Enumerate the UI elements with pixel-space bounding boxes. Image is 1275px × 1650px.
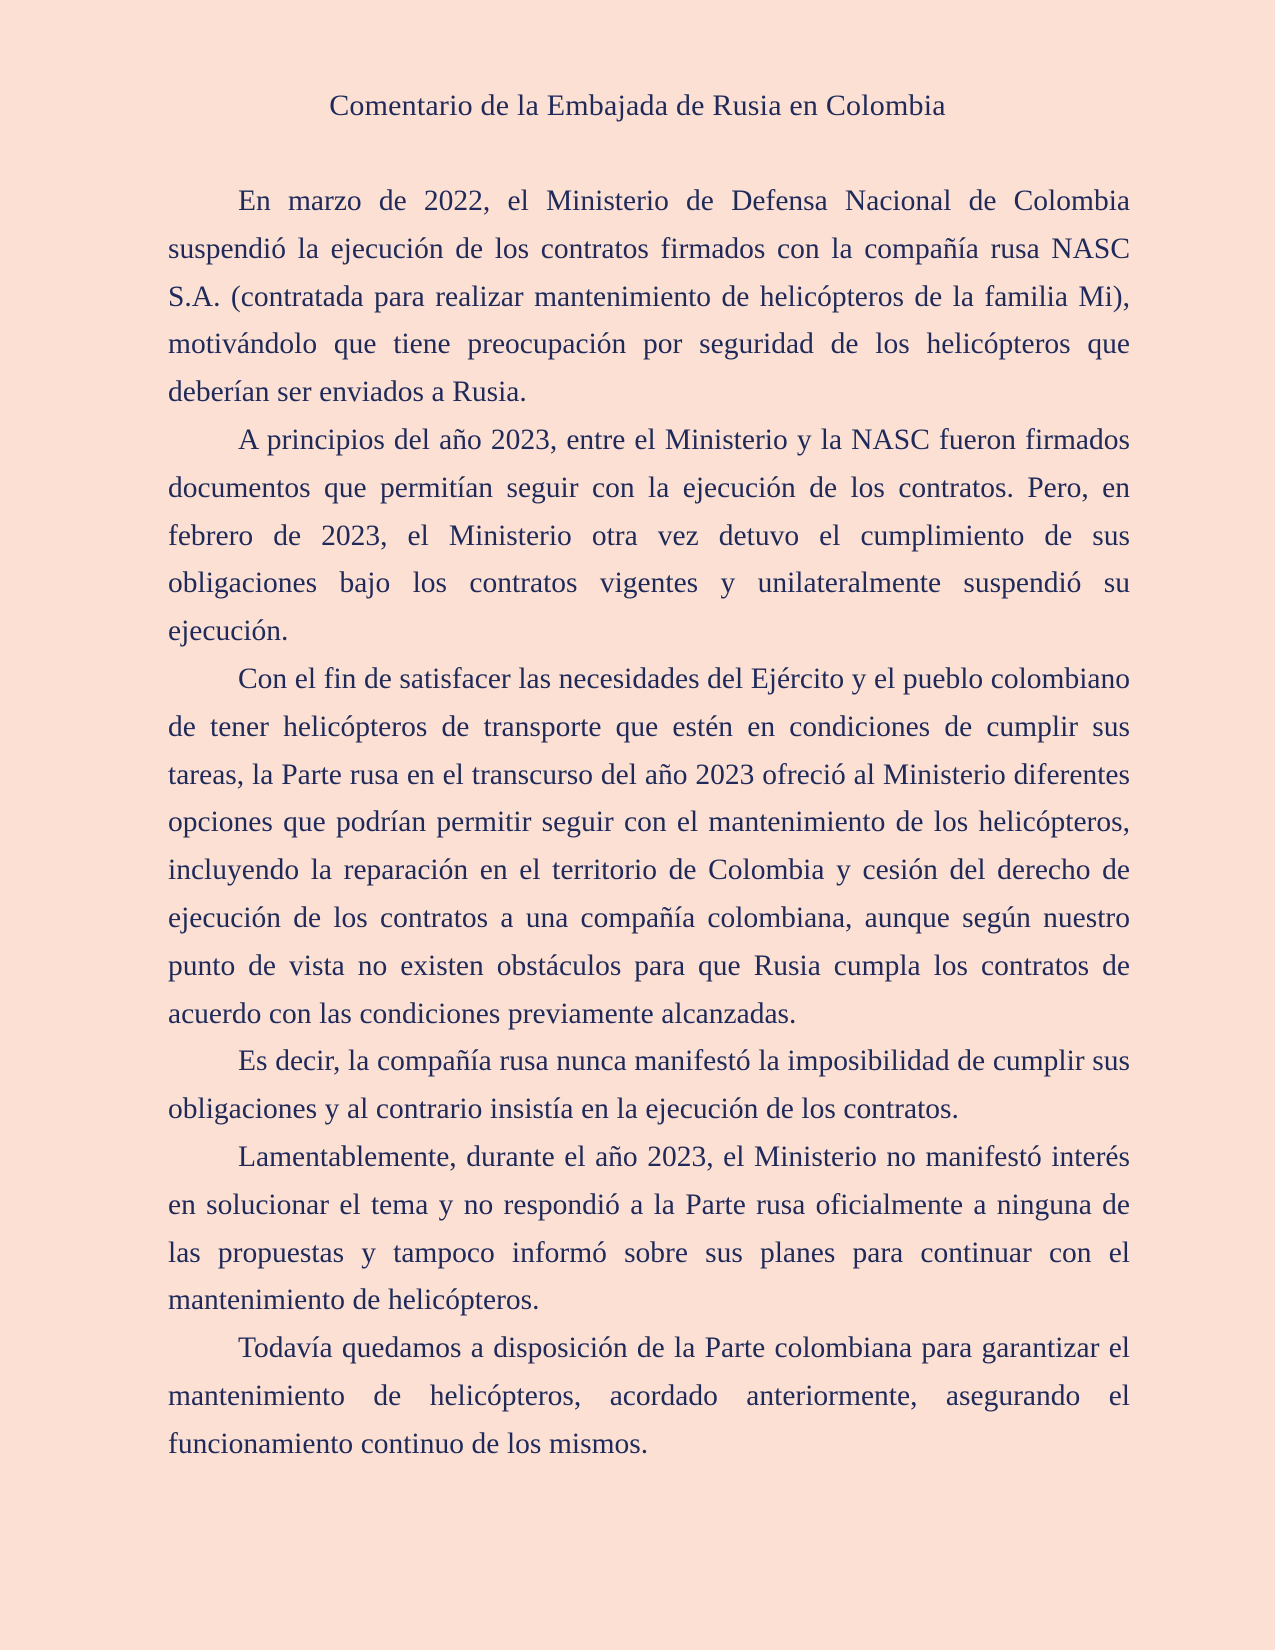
paragraph-5: Lamentablemente, durante el año 2023, el Ministerio no manifestó interés en solucionar el tema y no respondió a la Parte rusa oficialmente a ninguna de las propuestas y tampoco informó sobre sus planes para continuar con el mantenimiento de helicópteros. (168, 1140, 1130, 1317)
paragraph-2: A principios del año 2023, entre el Ministerio y la NASC fueron firmados documentos que permitían seguir con la ejecución de los contratos. Pero, en febrero de 2023, el Ministerio otra vez detuvo el cumplimiento de sus obligaciones bajo los contratos vigentes y unilateralmente suspendió su ejecución. (168, 423, 1130, 648)
paragraph-6: Todavía quedamos a disposición de la Parte colombiana para garantizar el mantenimiento de helicópteros, acordado anteriormente, asegurando el funcionamiento continuo de los mismos. (168, 1332, 1130, 1460)
page-title: Comentario de la Embajada de Rusia en Colombia (329, 89, 946, 122)
paragraph-1: En marzo de 2022, el Ministerio de Defensa Nacional de Colombia suspendió la ejecución de los contratos firmados con la compañía rusa NASC S.A. (contratada para realizar mantenimiento de helicópteros de la familia Mi), motivándolo que tiene preocupación por seguridad de los helicópteros que deberían ser enviados a Rusia. (168, 185, 1130, 409)
paragraph-3: Con el fin de satisfacer las necesidades del Ejército y el pueblo colombiano de tener helicópteros de transporte que estén en condiciones de cumplir sus tareas, la Parte rusa en el transcurso del año 2023 ofreció al Ministerio diferentes opciones que podrían permitir seguir con el mantenimiento de los helicópteros, incluyendo la reparación en el territorio de Colombia y cesión del derecho de ejecución de los contratos a una compañía colombiana, aunque según nuestro punto de vista no existen obstáculos para que Rusia cumpla los contratos de acuerdo con las condiciones previamente alcanzadas. (168, 662, 1131, 1030)
paragraph-4: Es decir, la compañía rusa nunca manifestó la imposibilidad de cumplir sus obligaciones y al contrario insistía en la ejecución de los contratos. (168, 1045, 1130, 1126)
document-body (168, 178, 1130, 1469)
